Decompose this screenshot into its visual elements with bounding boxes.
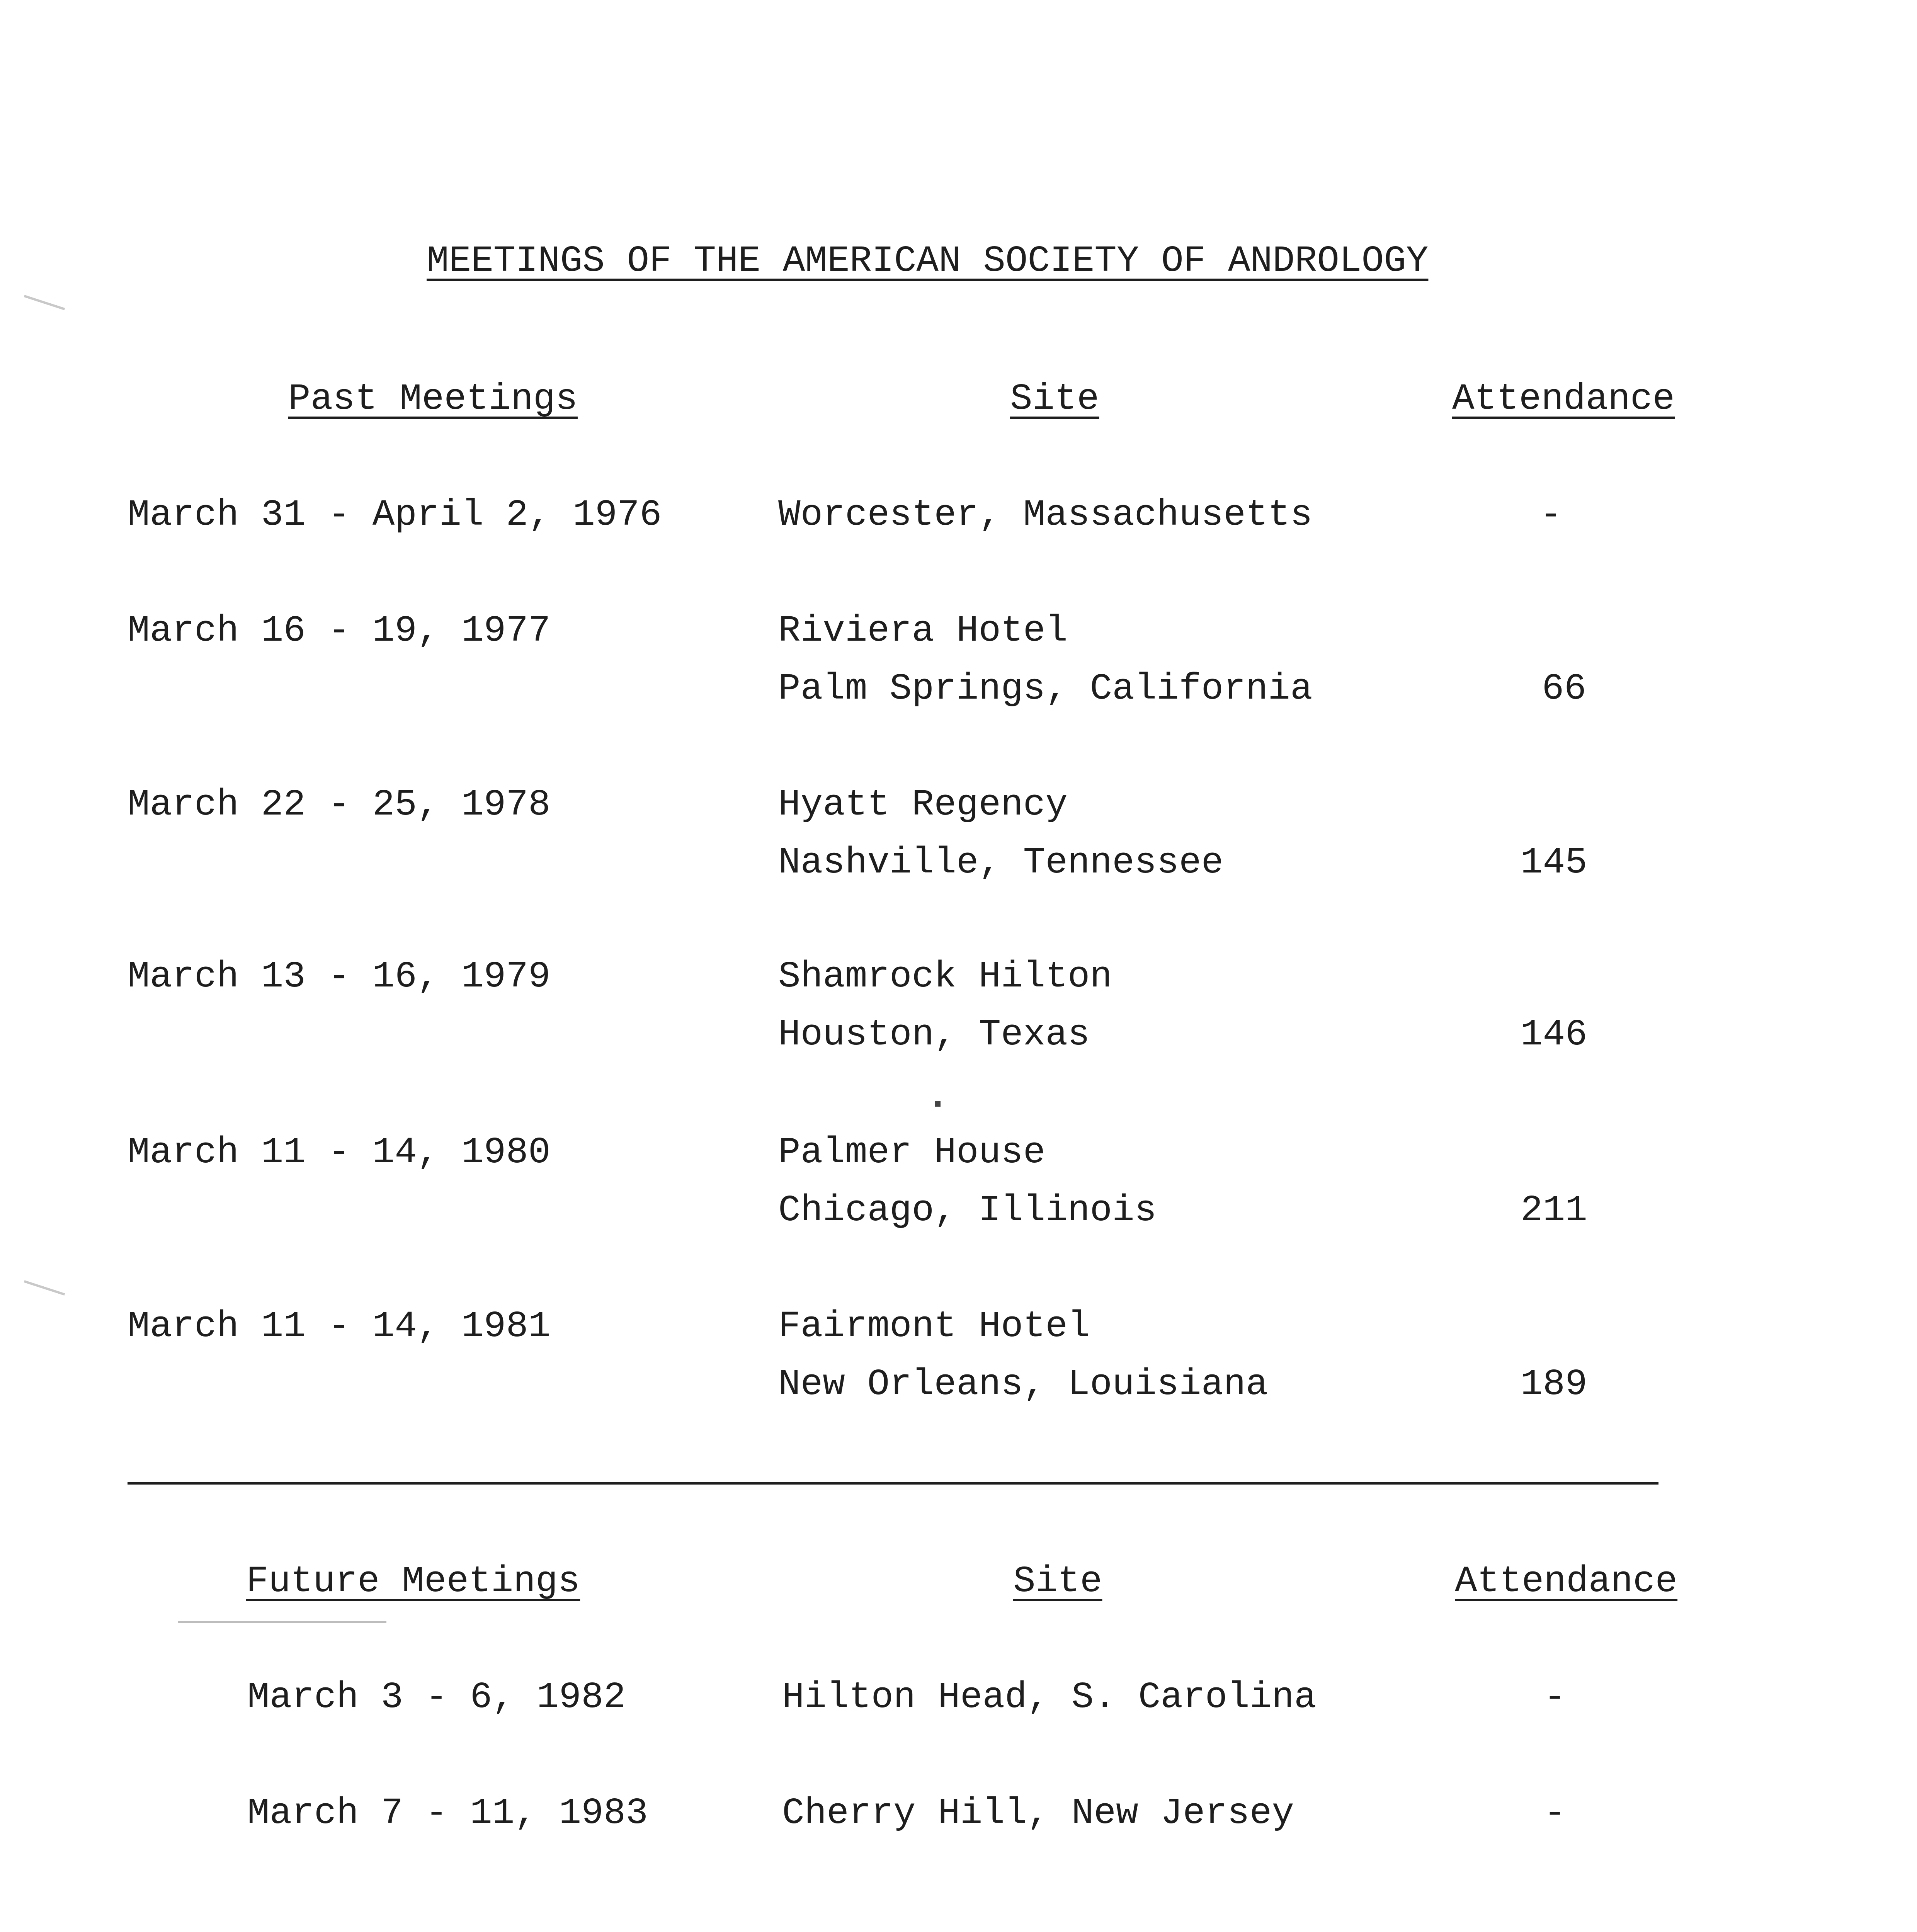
past-meetings-heading: Past Meetings [288,378,578,420]
future-date-1982: March 3 - 6, 1982 [247,1676,626,1718]
past-site-1980-venue: Palmer House [778,1131,1046,1173]
future-date-1983: March 7 - 11, 1983 [247,1792,648,1834]
past-attendance-1980: 211 [1521,1189,1587,1231]
past-attendance-1979: 146 [1521,1014,1587,1056]
past-attendance-1978: 145 [1521,842,1587,884]
section-divider [128,1482,1658,1485]
past-date-1978: March 22 - 25, 1978 [128,784,551,826]
page-title: MEETINGS OF THE AMERICAN SOCIETY OF ANDROLOGY [427,240,1429,282]
scan-speck [935,1101,941,1107]
past-date-1977: March 16 - 19, 1977 [128,610,551,652]
future-attendance-1982: - [1544,1676,1566,1718]
past-attendance-heading: Attendance [1452,378,1675,420]
past-site-1981-venue: Fairmont Hotel [778,1305,1090,1347]
future-site-1983: Cherry Hill, New Jersey [782,1792,1294,1834]
past-site-1978-venue: Hyatt Regency [778,784,1068,826]
future-site-heading: Site [1013,1560,1102,1602]
past-site-heading: Site [1010,378,1099,420]
past-site-1978-city: Nashville, Tennessee [778,842,1224,884]
past-attendance-1977: 66 [1542,668,1587,710]
past-date-1981: March 11 - 14, 1981 [128,1305,551,1347]
scan-mark [24,1280,65,1296]
future-attendance-1983: - [1544,1792,1566,1834]
past-date-1980: March 11 - 14, 1980 [128,1131,551,1173]
past-attendance-1981: 189 [1521,1363,1587,1405]
past-site-1981-city: New Orleans, Louisiana [778,1363,1268,1405]
past-date-1976: March 31 - April 2, 1976 [128,494,662,536]
past-date-1979: March 13 - 16, 1979 [128,956,551,998]
past-site-1977-venue: Riviera Hotel [778,610,1068,652]
past-site-1976: Worcester, Massachusetts [778,494,1313,536]
past-site-1980-city: Chicago, Illinois [778,1189,1157,1231]
future-meetings-heading: Future Meetings [246,1560,580,1602]
past-attendance-1976: - [1540,494,1562,536]
past-site-1979-venue: Shamrock Hilton [778,956,1112,998]
future-site-1982: Hilton Head, S. Carolina [782,1676,1317,1718]
scan-mark [24,295,65,310]
past-site-1979-city: Houston, Texas [778,1014,1090,1056]
scan-mark [178,1621,386,1623]
past-site-1977-city: Palm Springs, California [778,668,1313,710]
future-attendance-heading: Attendance [1455,1560,1678,1602]
